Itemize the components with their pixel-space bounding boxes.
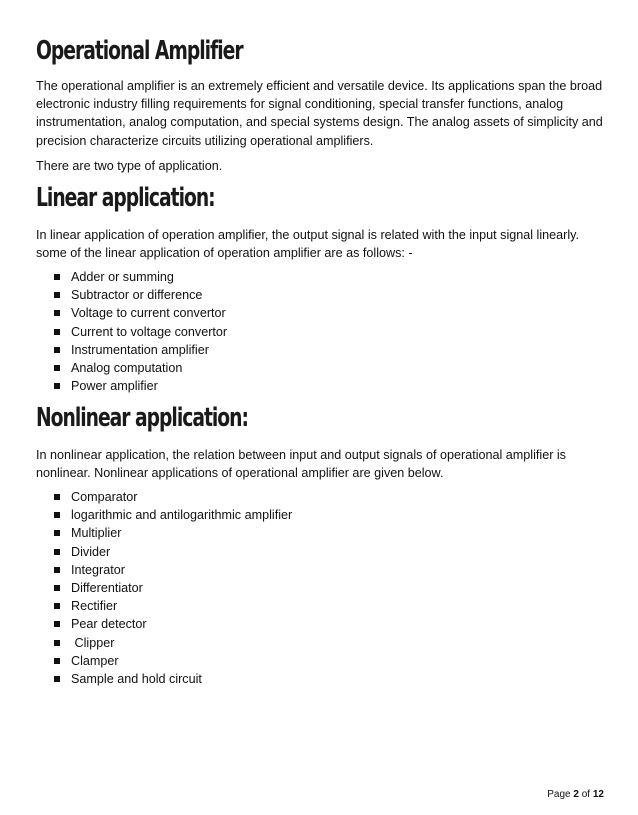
- list-item: Integrator: [54, 561, 292, 579]
- list-item: Multiplier: [54, 524, 292, 542]
- page-label: Page: [547, 789, 571, 800]
- page-number: 2: [573, 789, 579, 800]
- list-item: Divider: [54, 543, 292, 561]
- list-item: Differentiator: [54, 579, 292, 597]
- list-item: Analog computation: [54, 359, 227, 377]
- of-label: of: [581, 789, 591, 800]
- list-item: Pear detector: [54, 615, 292, 633]
- nonlinear-list: [54, 488, 292, 688]
- list-item: Comparator: [54, 488, 292, 506]
- total-pages: 12: [592, 789, 604, 800]
- page-footer: [547, 789, 604, 800]
- list-item: Voltage to current convertor: [54, 304, 227, 322]
- list-item: Power amplifier: [54, 377, 227, 395]
- nonlinear-heading: Nonlinear application:: [36, 403, 248, 433]
- linear-paragraph: In linear application of operation amplifier, the output signal is related with the input signal linearly. some of the linear application of operation amplifier are as follows: -: [36, 228, 580, 261]
- page-title: Operational Amplifier: [36, 36, 243, 66]
- linear-list: [54, 268, 227, 395]
- list-item: Sample and hold circuit: [54, 670, 292, 688]
- list-item: logarithmic and antilogarithmic amplifier: [54, 506, 292, 524]
- types-sentence: There are two type of application.: [36, 159, 223, 173]
- intro-paragraph: The operational amplifier is an extremely efficient and versatile device. Its applications span the broad electronic industry filling requirements for signal conditioning, special transfer functions, analog instrumentation, analog computation, and special systems design. The analog assets of simplicity and precision characterize circuits utilizing operational amplifiers.: [36, 79, 603, 148]
- linear-heading: Linear application:: [36, 183, 215, 213]
- list-item: Clipper: [54, 634, 292, 652]
- list-item: Subtractor or difference: [54, 286, 227, 304]
- list-item: Adder or summing: [54, 268, 227, 286]
- list-item: Rectifier: [54, 597, 292, 615]
- list-item: Instrumentation amplifier: [54, 341, 227, 359]
- list-item: Current to voltage convertor: [54, 323, 227, 341]
- list-item: Clamper: [54, 652, 292, 670]
- nonlinear-paragraph: In nonlinear application, the relation between input and output signals of operational amplifier is nonlinear. Nonlinear applications of operational amplifier are given below.: [36, 448, 566, 481]
